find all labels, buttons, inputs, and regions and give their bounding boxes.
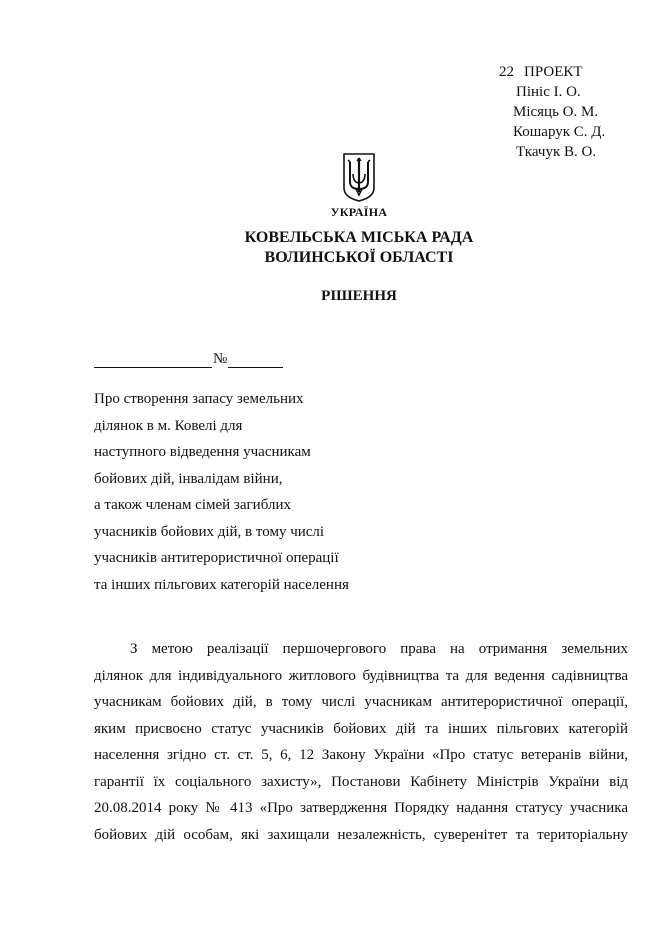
number-blank	[228, 352, 283, 368]
decision-subject	[94, 386, 394, 598]
author-name: Ткачук В. О.	[516, 144, 597, 160]
body-line: учасникам бойових дій, в тому числі учасникам антитерористичної операції,	[94, 694, 628, 710]
body-paragraph	[94, 636, 628, 848]
number-sign: №	[213, 351, 228, 367]
subject-line: ділянок в м. Ковелі для	[94, 417, 243, 434]
body-line: ділянок для індивідуального житлового будівництва та для ведення садівництва	[94, 667, 628, 684]
project-number: 22	[499, 64, 514, 80]
country-name: УКРАЇНА	[330, 205, 388, 219]
subject-line: та інших пільгових категорій населення	[94, 576, 349, 593]
body-line: З метою реалізації першочергового права на отримання земельних	[130, 641, 628, 657]
document-type: РІШЕННЯ	[321, 288, 397, 304]
date-blank	[94, 352, 212, 368]
body-line: бойових дій особам, які захищали незалежність, суверенітет та територіальну	[94, 826, 628, 843]
body-line: яким присвоєно статус учасників бойових дій та інших пільгових категорій	[94, 720, 628, 737]
project-block	[499, 62, 605, 162]
subject-line: учасників антитерористичної операції	[94, 550, 339, 566]
date-number-line	[94, 348, 283, 368]
subject-line: бойових дій, інвалідам війни,	[94, 470, 283, 487]
trident-coat-of-arms-icon	[342, 152, 376, 202]
project-label: ПРОЕКТ	[524, 64, 583, 80]
council-name-line2: ВОЛИНСЬКОЇ ОБЛАСТІ	[264, 249, 454, 266]
author-name: Місяць О. М.	[513, 104, 599, 120]
project-heading	[499, 62, 605, 82]
body-line: населення згідно ст. ст. 5, 6, 12 Закону України «Про статус ветеранів війни,	[94, 747, 628, 763]
body-line: 20.08.2014 року № 413 «Про затвердження Порядку надання статусу учасника	[94, 800, 628, 816]
body-line: гарантії їх соціального захисту», Постанови Кабінету Міністрів України від	[94, 773, 628, 790]
subject-line: Про створення запасу земельних	[94, 391, 304, 407]
subject-line: наступного відведення учасникам	[94, 444, 311, 460]
council-name-line1: КОВЕЛЬСЬКА МІСЬКА РАДА	[244, 229, 474, 246]
subject-line: учасників бойових дій, в тому числі	[94, 523, 325, 540]
author-name: Кошарук С. Д.	[513, 124, 606, 140]
author-name: Пініс І. О.	[516, 84, 581, 100]
subject-line: а також членам сімей загиблих	[94, 497, 291, 513]
